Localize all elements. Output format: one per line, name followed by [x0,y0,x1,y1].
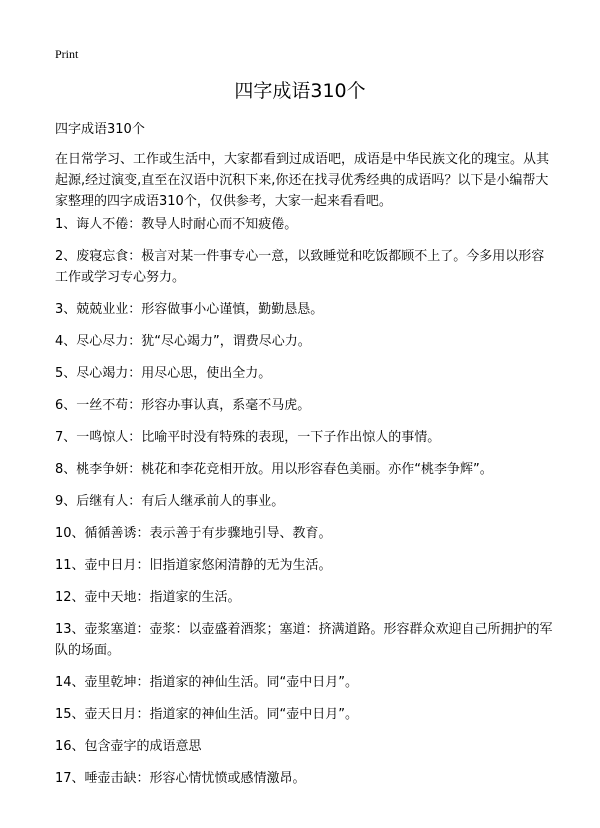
idiom-entry: 10、循循善诱：表示善于有步骤地引导、教育。 [55,526,332,541]
idiom-entry: 14、壶里乾坤：指道家的神仙生活。同“壶中日月”。 [55,675,359,690]
idiom-entry: 4、尽心尽力：犹“尽心竭力”，谓费尽心力。 [55,334,311,349]
intro-paragraph: 在日常学习、工作或生活中，大家都看到过成语吧，成语是中华民族文化的瑰宝。从其起源,经过演变,直至在汉语中沉积下来,你还在找寻优秀经典的成语吗？以下是小编帮大家整理的四字成语310个，仅供参考，大家一起来看看吧。 [55,152,550,209]
idiom-entry: 5、尽心竭力：用尽心思，使出全力。 [55,366,272,381]
idiom-entry: 2、废寝忘食：极言对某一件事专心一意，以致睡觉和吃饭都顾不上了。今多用以形容工作或学习专心努力。 [55,249,545,285]
idiom-entry: 13、壶浆塞道：壶浆：以壶盛着酒浆；塞道：挤满道路。形容群众欢迎自己所拥护的军队的场面。 [55,622,553,658]
idiom-entry: 8、桃李争妍：桃花和李花竞相开放。用以形容春色美丽。亦作“桃李争辉”。 [55,462,493,477]
idiom-entry: 16、包含壶字的成语意思 [55,739,202,754]
idiom-entry: 15、壶天日月：指道家的神仙生活。同“壶中日月”。 [55,707,359,722]
idiom-entry: 12、壶中天地：指道家的生活。 [55,590,241,605]
idiom-entry: 11、壶中日月：旧指道家悠闲清静的无为生活。 [55,558,332,573]
idiom-entry: 7、一鸣惊人：比喻平时没有特殊的表现，一下子作出惊人的事情。 [55,430,441,445]
idiom-list [55,214,555,789]
document-subtitle: 四字成语310个 [55,122,145,137]
idiom-entry: 9、后继有人：有后人继承前人的事业。 [55,494,285,509]
idiom-entry: 1、诲人不倦：教导人时耐心而不知疲倦。 [55,217,298,232]
idiom-entry: 3、兢兢业业：形容做事小心谨慎，勤勤恳恳。 [55,302,324,317]
print-label[interactable]: Print [55,47,79,61]
idiom-entry: 6、一丝不苟：形容办事认真，系毫不马虎。 [55,398,311,413]
idiom-entry: 17、唾壶击缺：形容心情忧愤或感情激昂。 [55,771,306,786]
document-title: 四字成语310个 [234,80,366,102]
